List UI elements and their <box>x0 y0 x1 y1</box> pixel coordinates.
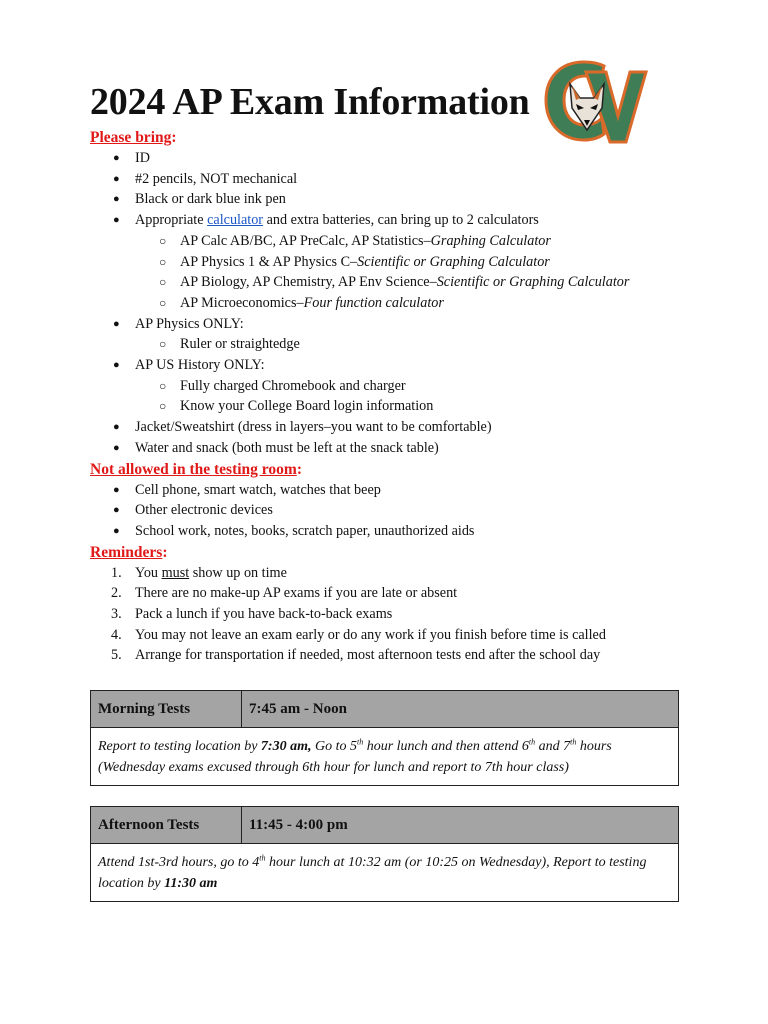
not-allowed-item: Cell phone, smart watch, watches that beep <box>135 481 381 498</box>
afternoon-text: hour lunch at 10:32 am (or 10:25 on Wednesday), Report to testing location by <box>98 855 647 891</box>
list-number: 1. <box>111 564 122 581</box>
ordinal-suffix: th <box>528 737 536 747</box>
list-item <box>90 272 690 293</box>
reminder-item: You may not leave an exam early or do any work if you finish before time is called <box>135 626 606 643</box>
bullet-icon: ● <box>113 441 120 454</box>
morning-text: Report to testing location by <box>98 739 261 754</box>
table-header <box>91 691 678 728</box>
bullet-icon: ● <box>113 504 120 517</box>
list-number: 4. <box>111 626 122 643</box>
afternoon-tests-table <box>90 806 679 902</box>
calc-sub-italic: Scientific or Graphing Calculator <box>357 253 550 270</box>
list-item <box>90 417 690 438</box>
physics-sub: Ruler or straightedge <box>180 336 300 353</box>
reminder-emphasis: must <box>161 564 190 581</box>
reminder-item: Pack a lunch if you have back-to-back exams <box>135 606 393 623</box>
circle-bullet-icon: ○ <box>159 233 167 248</box>
list-item <box>90 376 690 397</box>
list-item <box>90 563 690 584</box>
circle-bullet-icon: ○ <box>159 295 167 310</box>
not-allowed-item: Other electronic devices <box>135 502 273 519</box>
ush-sub1: Fully charged Chromebook and charger <box>180 377 406 394</box>
list-item <box>90 355 690 376</box>
bullet-icon: ● <box>113 317 120 330</box>
bullet-icon: ● <box>113 172 120 185</box>
afternoon-time: 11:45 - 4:00 pm <box>249 816 348 833</box>
bring-heading-label: Please bring <box>90 129 172 146</box>
reminders-heading: Reminders: <box>90 543 168 561</box>
bring-jacket: Jacket/Sweatshirt (dress in layers–you want to be comfortable) <box>135 419 492 436</box>
table-header <box>91 807 678 844</box>
list-item <box>90 169 690 190</box>
calc-post: and extra batteries, can bring up to 2 calculators <box>263 212 539 229</box>
list-item <box>90 334 690 355</box>
list-item <box>90 314 690 335</box>
bring-id: ID <box>135 150 150 166</box>
list-item <box>90 231 690 252</box>
not-allowed-heading: Not allowed in the testing room: <box>90 460 302 478</box>
list-item <box>90 521 690 542</box>
ordinal-suffix: th <box>356 737 364 747</box>
calculator-link[interactable]: calculator <box>207 212 264 229</box>
afternoon-details <box>91 844 678 901</box>
calc-sub-plain: AP Calc AB/BC, AP PreCalc, AP Statistics– <box>180 232 431 249</box>
circle-bullet-icon: ○ <box>159 378 167 393</box>
morning-text: hours <box>576 739 612 754</box>
morning-text: hour lunch and then attend 6 <box>363 739 529 754</box>
bullet-icon: ● <box>113 524 120 537</box>
morning-time: 7:45 am - Noon <box>249 700 347 717</box>
list-item <box>90 625 690 646</box>
bring-water: Water and snack (both must be left at the snack table) <box>135 439 439 456</box>
list-item <box>90 293 690 314</box>
list-item <box>90 396 690 417</box>
list-item <box>90 645 690 666</box>
afternoon-report-time: 11:30 am <box>164 876 218 891</box>
list-item <box>90 480 690 501</box>
list-item <box>90 604 690 625</box>
ush-only: AP US History ONLY: <box>135 357 265 374</box>
list-item <box>90 583 690 604</box>
reminder-post: show up on time <box>189 564 287 581</box>
calc-sub-italic: Four function calculator <box>303 294 444 311</box>
list-item <box>90 500 690 521</box>
list-item <box>90 148 690 169</box>
calc-sub-plain: AP Microeconomics– <box>180 294 304 311</box>
morning-details <box>91 728 678 785</box>
physics-only: AP Physics ONLY: <box>135 315 244 332</box>
bring-pencils: #2 pencils, NOT mechanical <box>135 170 298 187</box>
morning-wednesday-note: (Wednesday exams excused through 6th hour for lunch and report to 7th hour class) <box>98 760 569 775</box>
morning-report-time: 7:30 am, <box>260 739 312 754</box>
calc-sub-plain: AP Biology, AP Chemistry, AP Env Science– <box>180 274 437 291</box>
reminders-list <box>90 563 690 667</box>
circle-bullet-icon: ○ <box>159 254 167 269</box>
list-number: 3. <box>111 606 122 623</box>
circle-bullet-icon: ○ <box>159 337 167 352</box>
bullet-icon: ● <box>113 483 120 496</box>
ordinal-suffix: th <box>570 737 577 747</box>
reminder-pre: You <box>135 564 162 581</box>
not-allowed-heading-label: Not allowed in the testing room <box>90 460 297 478</box>
content <box>90 127 690 666</box>
bring-pen: Black or dark blue ink pen <box>135 191 286 208</box>
list-item <box>90 210 690 231</box>
morning-text: Go to 5 <box>311 739 357 754</box>
afternoon-text: Attend 1st-3rd hours, go to 4 <box>98 855 260 870</box>
afternoon-label: Afternoon Tests <box>91 807 242 843</box>
reminder-item: There are no make-up AP exams if you are late or absent <box>135 585 458 602</box>
bring-list <box>90 148 690 459</box>
bullet-icon: ● <box>113 359 120 372</box>
bullet-icon: ● <box>113 152 120 164</box>
calc-sub-italic: Graphing Calculator <box>430 232 551 249</box>
page-title: 2024 AP Exam Information <box>90 81 530 123</box>
list-number: 2. <box>111 585 122 602</box>
list-item <box>90 252 690 273</box>
bring-heading: Please bring: <box>90 129 177 146</box>
reminders-heading-label: Reminders <box>90 543 163 561</box>
not-allowed-item: School work, notes, books, scratch paper, unauthorized aids <box>135 522 475 539</box>
morning-text: and 7 <box>535 739 571 754</box>
list-item <box>90 189 690 210</box>
not-allowed-list <box>90 480 690 542</box>
bullet-icon: ● <box>113 193 120 206</box>
ush-sub2: Know your College Board login information <box>180 398 434 415</box>
bullet-icon: ● <box>113 214 120 227</box>
reminder-item: Arrange for transportation if needed, most afternoon tests end after the school day <box>135 647 601 664</box>
ordinal-suffix: th <box>259 853 266 863</box>
morning-tests-table <box>90 690 679 786</box>
calc-pre: Appropriate <box>135 212 208 229</box>
morning-label: Morning Tests <box>91 691 242 727</box>
list-item <box>90 438 690 459</box>
calc-sub-italic: Scientific or Graphing Calculator <box>436 274 630 291</box>
circle-bullet-icon: ○ <box>159 399 167 414</box>
list-number: 5. <box>111 647 122 664</box>
circle-bullet-icon: ○ <box>159 275 167 290</box>
calc-sub-plain: AP Physics 1 & AP Physics C– <box>180 253 358 270</box>
bullet-icon: ● <box>113 421 120 434</box>
